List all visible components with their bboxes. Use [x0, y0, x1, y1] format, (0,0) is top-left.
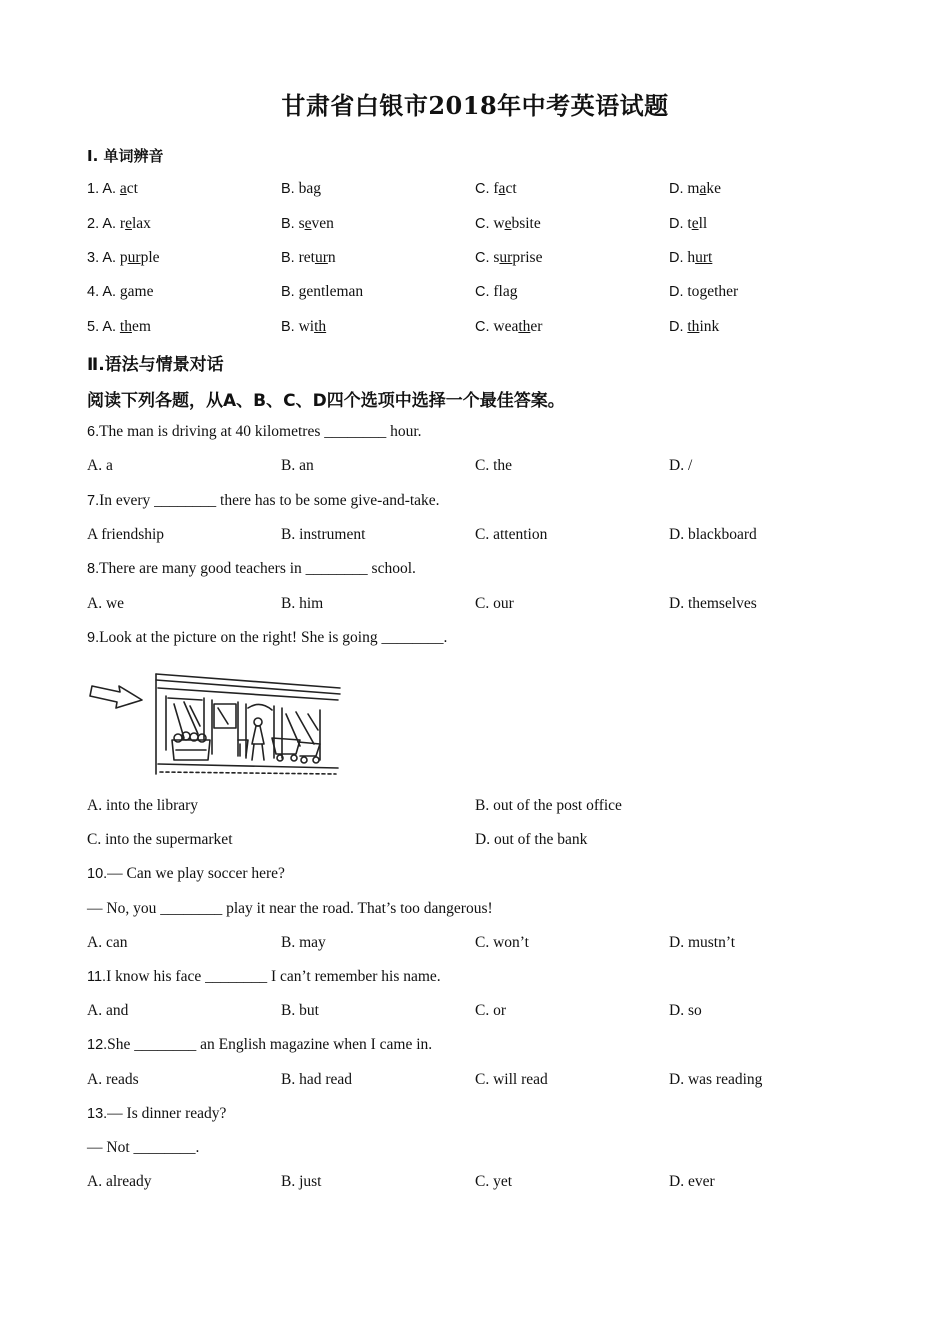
word-part: m	[687, 180, 700, 197]
word-part: wi	[298, 318, 315, 335]
question-9-option-b[interactable]: B. out of the post office	[475, 797, 622, 814]
question-13-option-a[interactable]: A. already	[87, 1173, 152, 1190]
underlined-letters: th	[687, 318, 700, 335]
option-letter: C.	[475, 319, 490, 335]
question-11-option-c[interactable]: C. or	[475, 1002, 506, 1019]
section-2-heading: Ⅱ.语法与情景对话	[87, 355, 224, 375]
question-12-option-a[interactable]: A. reads	[87, 1071, 139, 1088]
question-number: 5. A.	[87, 319, 117, 335]
underlined-letters: a	[498, 180, 506, 197]
question-8-option-c[interactable]: C. our	[475, 595, 514, 612]
question-6-option-d[interactable]: D. /	[669, 457, 693, 474]
underlined-letters: ur	[127, 249, 141, 266]
option-letter: C.	[475, 181, 490, 197]
underlined-letters: ur	[499, 249, 513, 266]
question-11-option-b[interactable]: B. but	[281, 1002, 319, 1019]
question-9-option-d[interactable]: D. out of the bank	[475, 831, 588, 848]
question-7-option-b[interactable]: B. instrument	[281, 526, 366, 543]
question-13-option-c[interactable]: C. yet	[475, 1173, 513, 1190]
question-7-option-c[interactable]: C. attention	[475, 526, 548, 543]
underlined-letters: g	[119, 283, 128, 300]
shop-entrance-illustration	[88, 668, 344, 780]
word-part: wea	[493, 318, 519, 335]
question-2-option-d[interactable]	[669, 215, 707, 233]
word-part: h	[687, 249, 696, 266]
question-8-stem: 8.There are many good teachers in ________ school.	[87, 560, 416, 577]
question-12-option-c[interactable]: C. will read	[475, 1071, 548, 1088]
word-part: s	[298, 215, 305, 232]
word-part: to	[687, 283, 700, 300]
question-9-option-c[interactable]: C. into the supermarket	[87, 831, 233, 848]
word-part: ct	[126, 180, 138, 197]
question-3-option-d[interactable]	[669, 249, 712, 267]
word-part: w	[493, 215, 505, 232]
underlined-letters: g	[313, 180, 321, 197]
question-7-stem: 7.In every ________ there has to be some give-and-take.	[87, 492, 440, 509]
word-part: ke	[706, 180, 721, 197]
word-part: ret	[298, 249, 315, 266]
underlined-letters: th	[314, 318, 327, 335]
word-part: er	[530, 318, 543, 335]
question-12-option-d[interactable]: D. was reading	[669, 1071, 763, 1088]
question-13-stem: 13.— Is dinner ready?	[87, 1105, 227, 1122]
option-letter: B.	[281, 319, 295, 335]
question-3-option-c[interactable]	[475, 249, 542, 267]
question-1-option-a[interactable]	[87, 180, 138, 198]
question-number: 2. A.	[87, 216, 117, 232]
question-12-stem: 12.She ________ an English magazine when I came in.	[87, 1036, 433, 1053]
question-11-option-d[interactable]: D. so	[669, 1002, 702, 1019]
question-10-option-b[interactable]: B. may	[281, 934, 326, 951]
question-3-option-a[interactable]	[87, 249, 160, 267]
question-9-option-a[interactable]: A. into the library	[87, 797, 199, 814]
word-part: t	[687, 215, 692, 232]
question-8-option-b[interactable]: B. him	[281, 595, 324, 612]
option-letter: B.	[281, 216, 295, 232]
underlined-letters: a	[699, 180, 707, 197]
option-letter: D.	[669, 250, 684, 266]
arrow-icon	[90, 686, 142, 708]
question-6-option-c[interactable]: C. the	[475, 457, 513, 474]
question-4-option-d[interactable]	[669, 283, 738, 301]
underlined-letters: g	[509, 283, 518, 300]
option-letter: D.	[669, 181, 684, 197]
word-part: s	[493, 249, 500, 266]
question-1-option-c[interactable]	[475, 180, 517, 198]
word-part: lax	[131, 215, 151, 232]
question-8-option-d[interactable]: D. themselves	[669, 595, 757, 612]
question-5-option-c[interactable]	[475, 318, 542, 336]
word-part: ink	[699, 318, 720, 335]
question-13-stem-reply: — Not ________.	[87, 1139, 200, 1156]
word-part: entleman	[306, 283, 364, 300]
word-part: ame	[127, 283, 154, 300]
question-11-option-a[interactable]: A. and	[87, 1002, 129, 1019]
word-part: prise	[512, 249, 543, 266]
page-title: 甘肃省白银市2018年中考英语试题	[281, 91, 669, 120]
word-part: bsite	[511, 215, 541, 232]
question-number: 3. A.	[87, 250, 117, 266]
question-13-option-b[interactable]: B. just	[281, 1173, 322, 1190]
word-part: n	[327, 249, 336, 266]
underlined-letters: g	[699, 283, 708, 300]
underlined-letters: e	[504, 215, 512, 232]
underlined-letters: e	[304, 215, 312, 232]
question-1-option-b[interactable]	[281, 180, 321, 198]
question-11-stem: 11.I know his face ________ I can’t remember his name.	[87, 968, 441, 985]
question-number: 1. A.	[87, 181, 117, 197]
question-2-option-a[interactable]	[87, 215, 151, 233]
underlined-letters: th	[518, 318, 531, 335]
word-part: ple	[140, 249, 160, 266]
option-letter: C.	[475, 216, 490, 232]
option-letter: B.	[281, 250, 295, 266]
word-part: em	[131, 318, 151, 335]
underlined-letters: ur	[314, 249, 328, 266]
question-2-option-b[interactable]	[281, 215, 334, 233]
question-10-stem-reply: — No, you ________ play it near the road. That’s too dangerous!	[87, 900, 493, 917]
question-5-option-b[interactable]	[281, 318, 326, 336]
question-4-option-c[interactable]	[475, 283, 517, 301]
option-letter: C.	[475, 250, 490, 266]
question-7-option-d[interactable]: D. blackboard	[669, 526, 757, 543]
underlined-letters: urt	[695, 249, 713, 266]
option-letter: D.	[669, 284, 684, 300]
question-2-option-c[interactable]	[475, 215, 541, 233]
option-letter: B.	[281, 284, 295, 300]
question-6-stem: 6.The man is driving at 40 kilometres ________ hour.	[87, 423, 422, 440]
option-letter: D.	[669, 216, 684, 232]
word-part: f	[493, 180, 499, 197]
question-5-option-a[interactable]	[87, 318, 151, 336]
underlined-letters: g	[298, 283, 307, 300]
question-4-option-b[interactable]	[281, 283, 363, 301]
question-5-option-d[interactable]	[669, 318, 719, 336]
question-1-option-d[interactable]	[669, 180, 721, 198]
word-part: ct	[505, 180, 517, 197]
word-part: fla	[493, 283, 510, 300]
section-1-heading: I. 单词辨音	[87, 147, 164, 165]
question-6-option-a[interactable]: A. a	[87, 457, 113, 474]
question-3-option-b[interactable]	[281, 249, 336, 267]
underlined-letters: e	[691, 215, 699, 232]
section-2-instruction: 阅读下列各题，从A、B、C、D四个选项中选择一个最佳答案。	[87, 391, 565, 411]
option-letter: C.	[475, 284, 490, 300]
question-4-option-a[interactable]	[87, 283, 153, 301]
underlined-letters: a	[119, 180, 127, 197]
question-12-option-b[interactable]: B. had read	[281, 1071, 353, 1088]
underlined-letters: e	[125, 215, 132, 232]
word-part: ba	[298, 180, 314, 197]
question-10-option-a[interactable]: A. can	[87, 934, 128, 951]
question-number: 4. A.	[87, 284, 117, 300]
question-9-stem: 9.Look at the picture on the right! She is going ________.	[87, 629, 448, 646]
word-part: ven	[311, 215, 334, 232]
question-7-option-a[interactable]: A friendship	[87, 526, 165, 543]
option-letter: B.	[281, 181, 295, 197]
question-13-option-d[interactable]: D. ever	[669, 1173, 715, 1190]
question-10-stem: 10.— Can we play soccer here?	[87, 865, 285, 882]
underlined-letters: th	[119, 318, 132, 335]
word-part: ether	[707, 283, 739, 300]
question-8-option-a[interactable]: A. we	[87, 595, 125, 612]
option-letter: D.	[669, 319, 684, 335]
question-10-option-d[interactable]: D. mustn’t	[669, 934, 736, 951]
word-part: ll	[698, 215, 708, 232]
question-10-option-c[interactable]: C. won’t	[475, 934, 529, 951]
question-6-option-b[interactable]: B. an	[281, 457, 314, 474]
word-part: r	[119, 215, 126, 232]
word-part: p	[119, 249, 128, 266]
